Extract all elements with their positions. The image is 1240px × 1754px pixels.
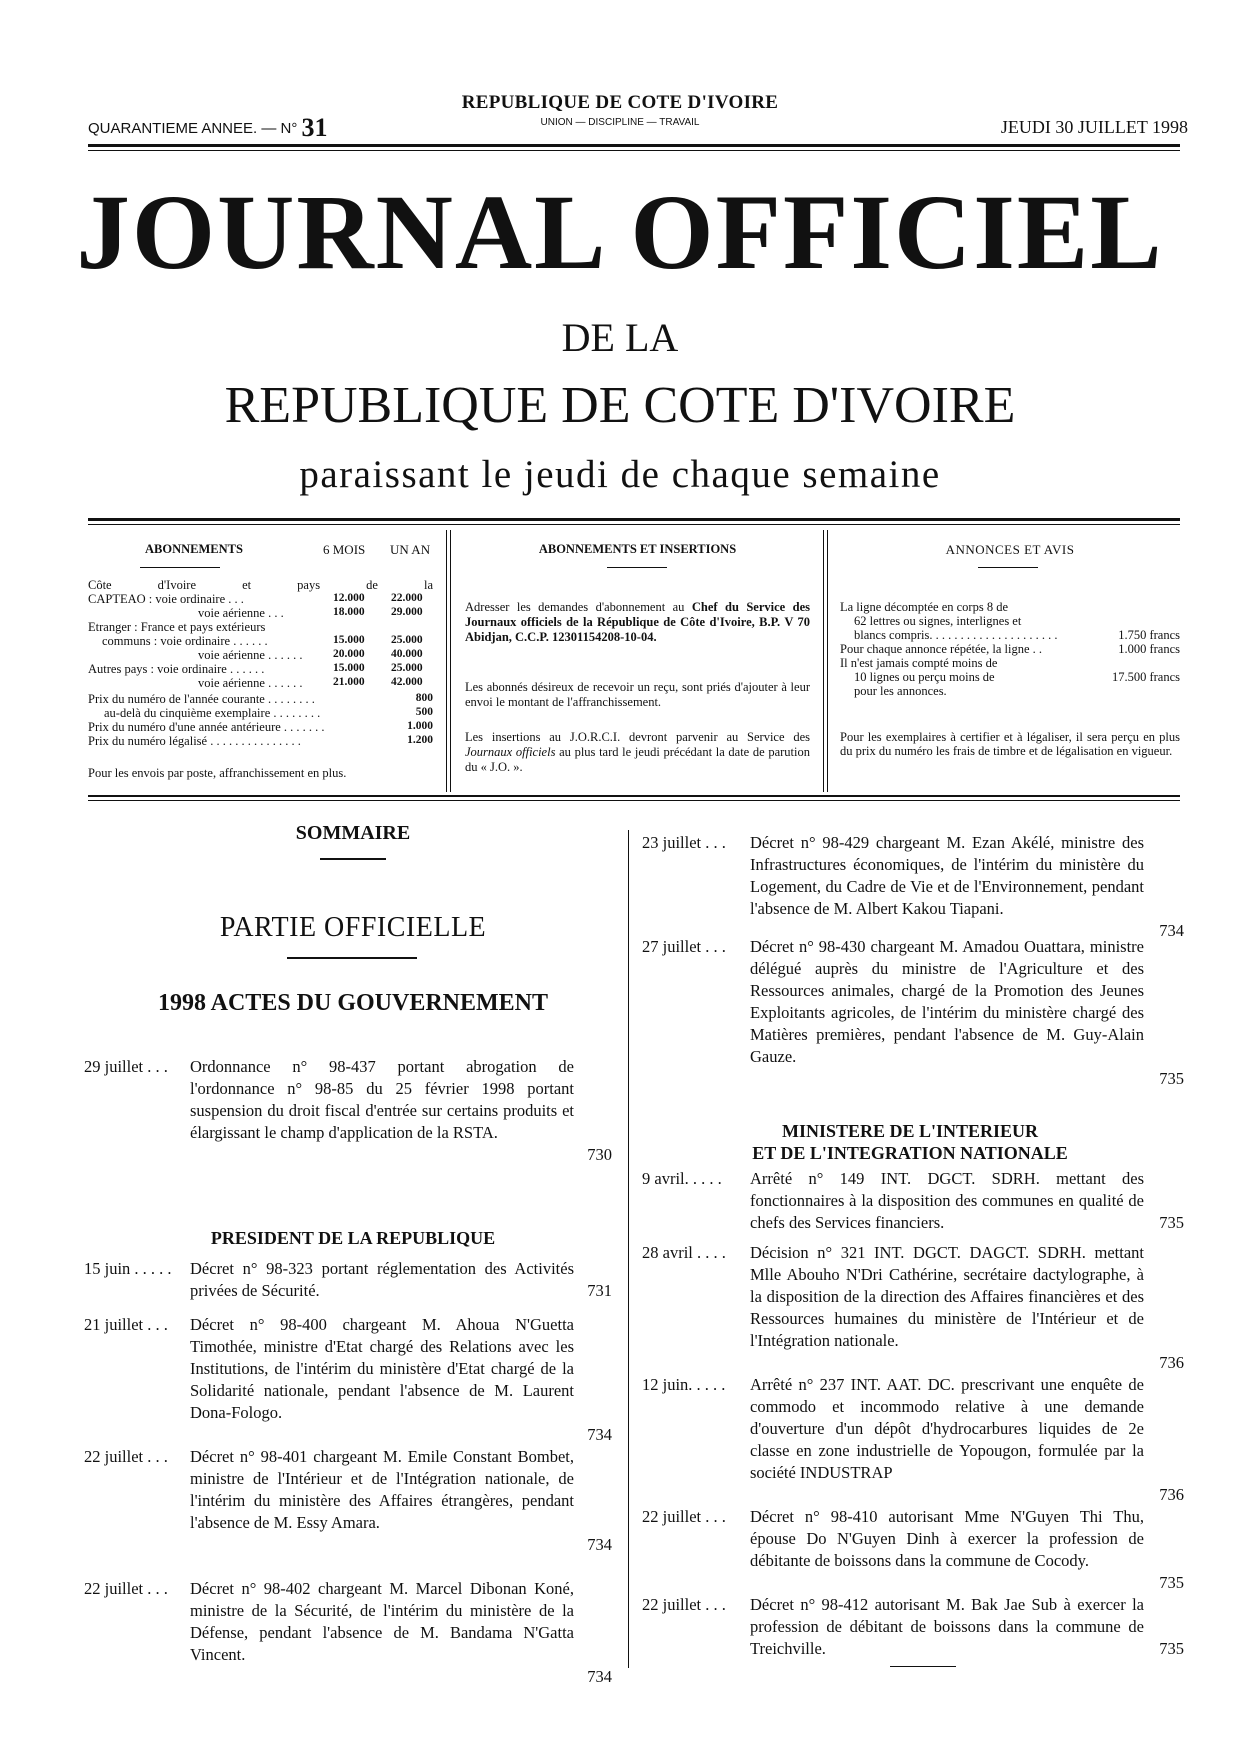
entry-page-number: 735 (1159, 1573, 1184, 1592)
annonces-underline (978, 567, 1038, 568)
entry-text: Décret n° 98-402 chargeant M. Marcel Dibonan Koné, ministre de la Sécurité, de l'intérim du ministère de la Défense, pendant l'absence de M. Bandama N'Gatta Vincent. (190, 1579, 574, 1664)
section-interieur-l1: MINISTERE DE L'INTERIEUR (781, 1121, 1039, 1141)
masthead-title: JOURNAL OFFICIEL (76, 174, 1164, 292)
entry-text: Décret n° 98-430 chargeant M. Amadou Ouattara, ministre délégué auprès du ministre de l'Agriculture et des Ressources animales, chargé de la Promotion des Jeunes Exploitants agricoles, de l'intérim du ministère chargé des Matières premières, pendant l'absence de M. Guy-Alain Gauze. (750, 937, 1144, 1066)
annonces-rates (840, 600, 1180, 698)
entry-date: 21 juillet . . . (84, 1315, 168, 1334)
entry-date: 23 juillet . . . (642, 833, 726, 852)
insertions-p1-a: Adresser les demandes d'abonnement au (465, 600, 685, 614)
header-rule (88, 144, 1180, 147)
section-interieur (640, 1120, 1180, 1164)
annonces-l3: blancs compris. . . . . . . . . . . . . . . . . . . . . (854, 628, 1058, 642)
insertions-title: ABONNEMENTS ET INSERTIONS (538, 542, 737, 556)
header-motto: UNION — DISCIPLINE — TRAVAIL (540, 117, 700, 128)
subs-row (88, 662, 433, 676)
header-country: REPUBLIQUE DE COTE D'IVOIRE (461, 92, 779, 113)
subs-6mois-value: 20.000 (333, 648, 365, 660)
entry-text: Décret n° 98-410 autorisant Mme N'Guyen Thi Thu, épouse Do N'Guyen Dinh à exercer la profession de débitante de boissons dans la commune de Cocody. (750, 1507, 1144, 1570)
subs-6mois-value: 15.000 (333, 662, 365, 674)
subs-row (88, 592, 433, 606)
entry-page-number: 736 (1159, 1353, 1184, 1372)
annonces-l4: Pour chaque annonce répétée, la ligne . . (840, 642, 1042, 656)
insertions-p1-b: Chef du Service des Journaux officiels de la République de Côte d'Ivoire, B.P. V 70 Abidjan, C.C.P. 12301154208-10-04. (465, 600, 811, 644)
entry-date: 29 juillet . . . (84, 1057, 168, 1076)
entry-text: Décret n° 98-429 chargeant M. Ezan Akélé, ministre des Infrastructures économiques, de l'intérim du ministère du Logement, du Cadre de Vie et de l'Environnement, pendant l'absence de M. Albert Kakou Tiapani. (750, 833, 1144, 918)
subs-price-label: au-delà du cinquième exemplaire . . . . . . . . (104, 706, 321, 720)
partie-underline (287, 957, 417, 959)
annonces-title: ANNONCES ET AVIS (945, 542, 1075, 557)
annonces-l5: Il n'est jamais compté moins de (840, 656, 998, 670)
subs-footer: Pour les envois par poste, affranchissement en plus. (88, 766, 347, 780)
subs-6mois-value: 12.000 (333, 592, 365, 604)
insertions-p3-a: Les insertions au J.O.R.C.I. devront parvenir au Service des (465, 730, 810, 744)
subs-row (88, 606, 433, 620)
entry-date: 12 juin. . . . . (642, 1375, 726, 1394)
entry-text: Décret n° 98-323 portant réglementation des Activités privées de Sécurité. (190, 1259, 574, 1300)
section-president: PRESIDENT DE LA REPUBLIQUE (210, 1228, 496, 1248)
entry-text: Décret n° 98-412 autorisant M. Bak Jae Sub à exercer la profession de débitant de boissons dans la commune de Treichville. (750, 1595, 1144, 1658)
annonces-p2: Pour les exemplaires à certifier et à légaliser, il sera perçu en plus du prix du numéro les frais de timbre et de légalisation en vigueur. (840, 730, 1180, 758)
entry-page-number: 736 (1159, 1485, 1184, 1504)
subs-row-label: CAPTEAO : voie ordinaire . . . (88, 592, 244, 606)
entry-page-number: 734 (587, 1425, 612, 1444)
entry-date: 27 juillet . . . (642, 937, 726, 956)
subs-title-underline (140, 567, 220, 568)
annonces-l4-price: 1.000 francs (1118, 642, 1180, 656)
entry-text: Ordonnance n° 98-437 portant abrogation de l'ordonnance n° 98-85 du 25 février 1998 portant suspension du droit fiscal d'entrée sur certains produits et élargissant le champ d'application de la RSTA. (190, 1057, 574, 1142)
subs-row (88, 620, 433, 634)
entry-text: Décision n° 321 INT. DGCT. DAGCT. SDRH. mettant Mlle Abouho N'Dri Cathérine, secrétaire dactylographe, à la disposition de la direction des Affaires financières et des Ressources humaines du ministère de l'Intérieur et de l'Intégration nationale. (750, 1243, 1144, 1350)
entry-date: 22 juillet . . . (642, 1507, 726, 1526)
subs-price-value: 800 (415, 692, 433, 704)
annonces-l2: 62 lettres ou signes, interlignes et (854, 614, 1022, 628)
subs-col-unan: UN AN (390, 542, 431, 557)
annonces-l3-price: 1.750 francs (1118, 628, 1180, 642)
entry-date: 28 avril . . . . (642, 1243, 726, 1262)
insertions-p3-em: Journaux officiels (465, 745, 556, 759)
box-bottom-rule (88, 795, 1180, 797)
entry-page-number: 735 (1159, 1639, 1184, 1658)
subs-row-label: Etranger : France et pays extérieurs (88, 620, 266, 634)
entry-text: Arrêté n° 149 INT. DGCT. SDRH. mettant des fonctionnaires à la disposition des communes en qualité de chefs des Services financiers. (750, 1169, 1144, 1232)
masthead-de-la: DE LA (561, 315, 679, 360)
box-bottom-rule-thin (88, 800, 1180, 801)
subs-unan-value: 25.000 (391, 662, 423, 674)
entry-date: 9 avril. . . . . (642, 1169, 722, 1188)
subs-price-value: 1.000 (407, 720, 433, 732)
entry-page-number: 735 (1159, 1213, 1184, 1232)
subs-row-label: Côte d'Ivoire et pays de la (88, 578, 433, 592)
entry-page-number: 730 (587, 1145, 612, 1164)
subs-6mois-value: 18.000 (333, 606, 365, 618)
entry-page-number: 731 (587, 1281, 612, 1300)
subs-price-label: Prix du numéro d'une année antérieure . . . . . . . (88, 720, 325, 734)
masthead-republique: REPUBLIQUE DE COTE D'IVOIRE (224, 377, 1016, 434)
subs-row-label: voie aérienne . . . . . . (198, 676, 303, 690)
masthead-subtitle: paraissant le jeudi de chaque semaine (299, 453, 941, 496)
box-top-rule-thin (88, 524, 1180, 525)
entry-page-number: 734 (587, 1667, 612, 1686)
annonces-l6: 10 lignes ou perçu moins de (854, 670, 995, 684)
box-divider-1 (446, 530, 447, 792)
box-divider-1b (450, 530, 451, 792)
entry-text: Arrêté n° 237 INT. AAT. DC. prescrivant une enquête de commodo et incommodo relative à une demande d'ouverture d'un dépôt d'hydrocarbures liquides de 2e classe en zone industrielle de Yopougon, formulée par la société INDUSTRAP (750, 1375, 1144, 1482)
subs-unan-value: 40.000 (391, 648, 423, 660)
subs-price-row (88, 692, 433, 706)
section-actes: 1998 ACTES DU GOUVERNEMENT (157, 990, 549, 1016)
insertions-p2: Les abonnés désireux de recevoir un reçu, sont priés d'ajouter à leur envoi le montant de l'affranchissement. (465, 680, 810, 709)
subs-6mois-value: 21.000 (333, 676, 365, 688)
entry-date: 22 juillet . . . (84, 1447, 168, 1466)
subs-row (88, 648, 433, 662)
subs-unan-value: 25.000 (391, 634, 423, 646)
header-rule-thin (88, 150, 1180, 151)
insertions-p3-b: au plus tard le jeudi précédant la date de parution du « J.O. ». (465, 745, 811, 774)
box-top-rule (88, 518, 1180, 521)
subs-row (88, 634, 433, 648)
subs-col-6mois: 6 MOIS (323, 542, 366, 557)
partie-officielle: PARTIE OFFICIELLE (219, 912, 487, 943)
sommaire-underline (320, 858, 386, 860)
entry-date: 15 juin . . . . . (84, 1259, 172, 1278)
annonces-l7: pour les annonces. (854, 684, 947, 698)
entry-page-number: 734 (587, 1535, 612, 1554)
subs-title: ABONNEMENTS (145, 542, 243, 556)
subs-unan-value: 42.000 (391, 676, 423, 688)
insertions-p1 (465, 600, 810, 645)
insertions-underline (607, 567, 667, 568)
issue-number: 31 (301, 113, 328, 142)
subs-row (88, 578, 433, 592)
entry-page-number: 734 (1159, 921, 1184, 940)
issue-date: JEUDI 30 JUILLET 1998 (1000, 117, 1188, 137)
subs-price-row (88, 734, 433, 748)
subs-row-label: voie aérienne . . . . . . (198, 648, 303, 662)
end-rule (890, 1666, 956, 1667)
year-label: QUARANTIEME ANNEE. — N° (88, 120, 298, 137)
subs-6mois-value: 15.000 (333, 634, 365, 646)
subs-row (88, 676, 433, 690)
subs-row-label: communs : voie ordinaire . . . . . . (102, 634, 268, 648)
box-divider-2b (827, 530, 828, 792)
subs-row-label: Autres pays : voie ordinaire . . . . . . (88, 662, 265, 676)
section-interieur-l2: ET DE L'INTEGRATION NATIONALE (752, 1143, 1068, 1163)
entry-page-number: 735 (1159, 1069, 1184, 1088)
box-divider-2 (823, 530, 824, 792)
subs-price-label: Prix du numéro légalisé . . . . . . . . . . . . . . . (88, 734, 301, 748)
subs-price-value: 500 (415, 706, 433, 718)
subs-price-value: 1.200 (407, 734, 433, 746)
subs-unan-value: 22.000 (391, 592, 423, 604)
column-divider (628, 830, 629, 1668)
entry-date: 22 juillet . . . (84, 1579, 168, 1598)
entry-text: Décret n° 98-400 chargeant M. Ahoua N'Guetta Timothée, ministre d'Etat chargé des Relations avec les Institutions, de l'intérim du ministère d'Etat chargé de la Solidarité nationale, pendant l'absence de M. Laurent Dona-Fologo. (190, 1315, 574, 1422)
entry-date: 22 juillet . . . (642, 1595, 726, 1614)
subs-row-label: voie aérienne . . . (198, 606, 284, 620)
subs-price-row (88, 720, 433, 734)
annonces-l6-price: 17.500 francs (1111, 670, 1180, 684)
subs-price-label: Prix du numéro de l'année courante . . . . . . . . (88, 692, 315, 706)
sommaire-title: SOMMAIRE (295, 822, 411, 844)
subs-price-row (88, 706, 433, 720)
entry-text: Décret n° 98-401 chargeant M. Emile Constant Bombet, ministre de l'Intérieur et de l'Intégration nationale, de l'intérim du ministère des Affaires étrangères, pendant l'absence de M. Essy Amara. (190, 1447, 574, 1532)
subs-unan-value: 29.000 (391, 606, 423, 618)
insertions-p3 (465, 730, 810, 775)
annonces-l1: La ligne décomptée en corps 8 de (840, 600, 1008, 614)
